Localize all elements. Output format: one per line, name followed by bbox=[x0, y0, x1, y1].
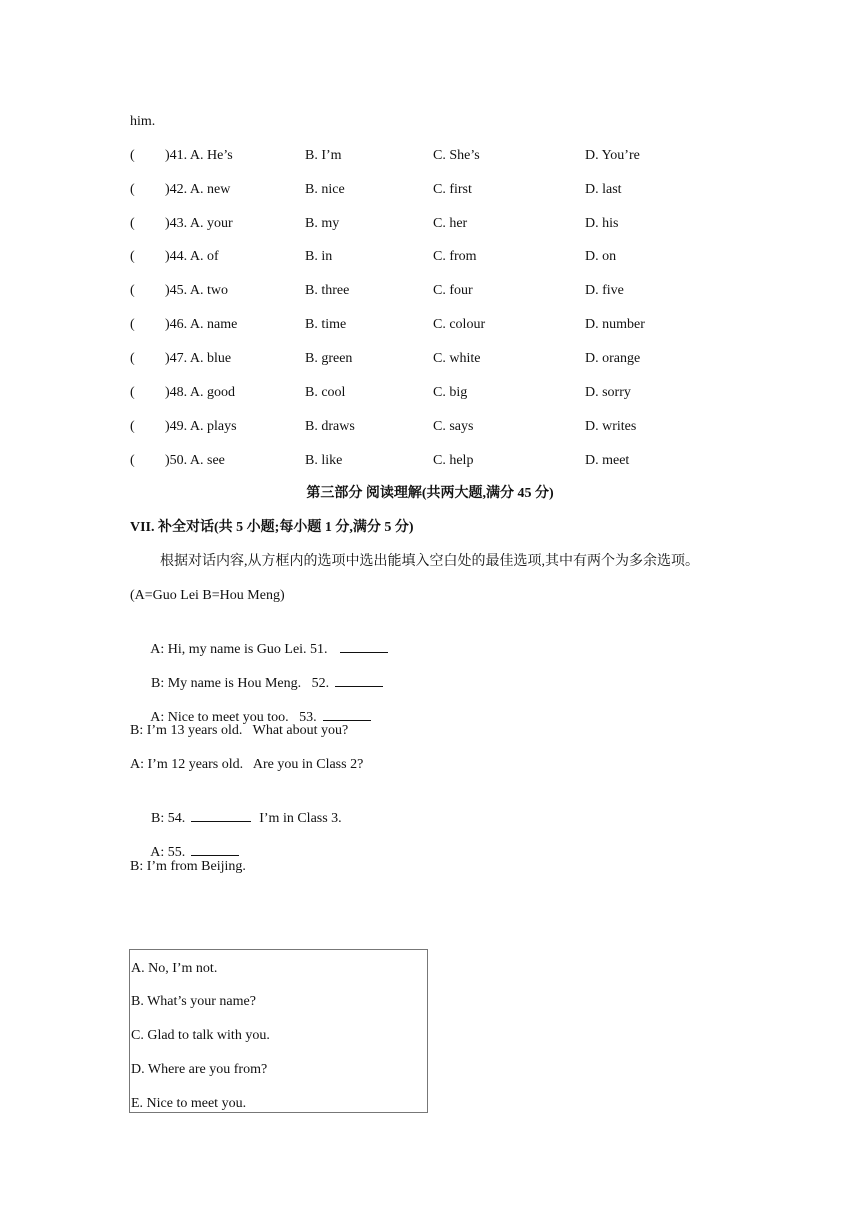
option-item: B. What’s your name? bbox=[131, 994, 256, 1009]
answer-paren: ( bbox=[130, 216, 135, 231]
option-c: C. colour bbox=[433, 317, 486, 332]
option-d: D. orange bbox=[585, 351, 641, 366]
answer-blank-55[interactable] bbox=[191, 842, 239, 856]
answer-paren: ( bbox=[130, 182, 135, 197]
dialogue-line: B: I’m from Beijing. bbox=[130, 859, 246, 874]
answer-blank-54[interactable] bbox=[191, 808, 251, 822]
option-c: C. She’s bbox=[433, 148, 480, 163]
option-d: D. You’re bbox=[585, 148, 640, 163]
dialogue-text: B: 54. bbox=[151, 811, 186, 826]
question-row bbox=[130, 452, 750, 470]
answer-blank-53[interactable] bbox=[323, 707, 371, 721]
dialogue-text: B: My name is Hou Meng. 52. bbox=[151, 676, 330, 691]
option-item: C. Glad to talk with you. bbox=[131, 1028, 270, 1043]
option-a: )43. A. your bbox=[165, 216, 233, 231]
answer-paren: ( bbox=[130, 148, 135, 163]
option-d: D. on bbox=[585, 249, 617, 264]
speakers-text: (A=Guo Lei B=Hou Meng) bbox=[130, 588, 285, 603]
answer-paren: ( bbox=[130, 351, 135, 366]
option-a: )47. A. blue bbox=[165, 351, 232, 366]
option-b: B. cool bbox=[305, 385, 346, 400]
option-item: E. Nice to meet you. bbox=[131, 1096, 247, 1111]
instructions-text: 根据对话内容,从方框内的选项中选出能填入空白处的最佳选项,其中有两个为多余选项。 bbox=[160, 554, 699, 569]
option-a: )42. A. new bbox=[165, 182, 231, 197]
option-c: C. from bbox=[433, 249, 477, 264]
question-row bbox=[130, 418, 750, 436]
option-b: B. nice bbox=[305, 182, 345, 197]
option-b: B. in bbox=[305, 249, 333, 264]
answer-paren: ( bbox=[130, 317, 135, 332]
option-item: D. Where are you from? bbox=[131, 1062, 268, 1077]
option-b: B. I’m bbox=[305, 148, 342, 163]
option-d: D. sorry bbox=[585, 385, 631, 400]
option-c: C. first bbox=[433, 182, 472, 197]
question-row bbox=[130, 147, 750, 165]
section-seven-title: VII. 补全对话(共 5 小题;每小题 1 分,满分 5 分) bbox=[130, 520, 414, 535]
answer-paren: ( bbox=[130, 419, 135, 434]
option-c: C. says bbox=[433, 419, 474, 434]
dialogue-line: A: I’m 12 years old. Are you in Class 2? bbox=[130, 757, 364, 772]
part-three-title: 第三部分 阅读理解(共两大题,满分 45 分) bbox=[306, 486, 554, 501]
question-row bbox=[130, 350, 750, 368]
option-c: C. big bbox=[433, 385, 468, 400]
option-d: D. last bbox=[585, 182, 622, 197]
option-c: C. help bbox=[433, 453, 474, 468]
answer-blank-51[interactable] bbox=[340, 639, 388, 653]
option-c: C. her bbox=[433, 216, 468, 231]
answer-paren: ( bbox=[130, 453, 135, 468]
question-row bbox=[130, 181, 750, 199]
answer-paren: ( bbox=[130, 283, 135, 298]
option-c: C. white bbox=[433, 351, 481, 366]
answer-paren: ( bbox=[130, 385, 135, 400]
option-b: B. my bbox=[305, 216, 340, 231]
options-box bbox=[129, 949, 428, 1113]
answer-paren: ( bbox=[130, 249, 135, 264]
option-b: B. like bbox=[305, 453, 343, 468]
answer-blank-52[interactable] bbox=[335, 673, 383, 687]
option-a: )48. A. good bbox=[165, 385, 235, 400]
option-d: D. writes bbox=[585, 419, 637, 434]
option-d: D. five bbox=[585, 283, 624, 298]
option-d: D. number bbox=[585, 317, 645, 332]
dialogue-line: B: I’m 13 years old. What about you? bbox=[130, 723, 349, 738]
option-b: B. green bbox=[305, 351, 353, 366]
option-a: )46. A. name bbox=[165, 317, 238, 332]
dialogue-text: I’m in Class 3. bbox=[259, 811, 342, 826]
dialogue-text: A: 55. bbox=[150, 845, 186, 860]
option-b: B. time bbox=[305, 317, 347, 332]
intro-tail-text: him. bbox=[130, 114, 156, 129]
option-a: )44. A. of bbox=[165, 249, 219, 264]
question-row bbox=[130, 215, 750, 233]
dialogue-text: A: Nice to meet you too. 53. bbox=[150, 710, 317, 725]
option-b: B. draws bbox=[305, 419, 355, 434]
option-b: B. three bbox=[305, 283, 350, 298]
question-row bbox=[130, 282, 750, 300]
question-row bbox=[130, 316, 750, 334]
dialogue-text: A: Hi, my name is Guo Lei. 51. bbox=[150, 642, 328, 657]
option-a: )49. A. plays bbox=[165, 419, 237, 434]
question-row bbox=[130, 248, 750, 266]
option-d: D. his bbox=[585, 216, 619, 231]
question-row bbox=[130, 384, 750, 402]
option-a: )45. A. two bbox=[165, 283, 228, 298]
option-item: A. No, I’m not. bbox=[131, 961, 218, 976]
option-d: D. meet bbox=[585, 453, 630, 468]
option-a: )41. A. He’s bbox=[165, 148, 233, 163]
option-c: C. four bbox=[433, 283, 473, 298]
option-a: )50. A. see bbox=[165, 453, 225, 468]
